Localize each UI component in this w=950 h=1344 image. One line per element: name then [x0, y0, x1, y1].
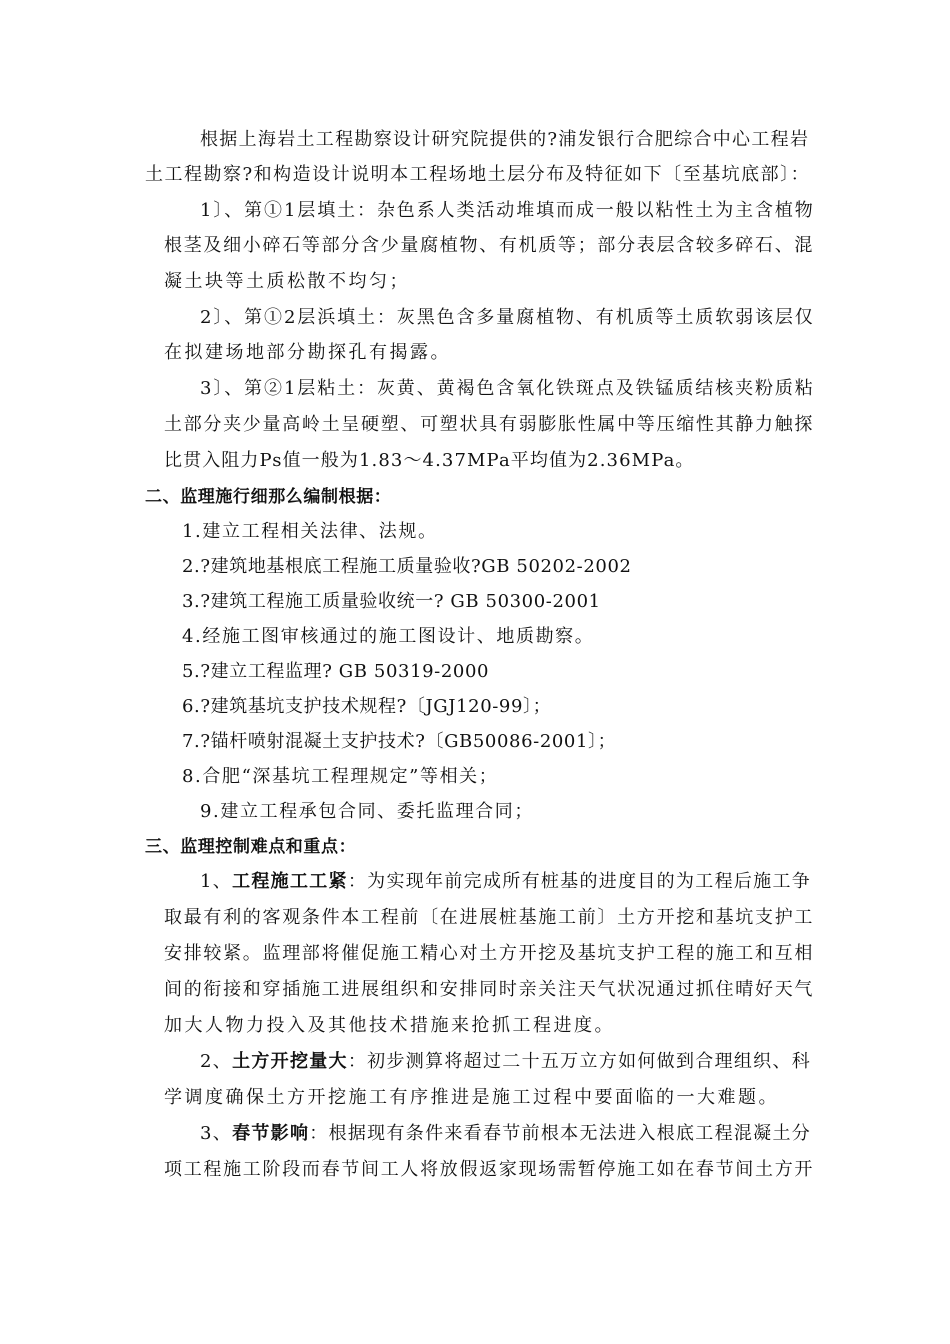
section-heading: 二、监理施行细那么编制根据：	[145, 487, 392, 507]
key-point-title: 土方开挖量大	[232, 1051, 348, 1072]
key-point-2-line	[200, 1050, 811, 1074]
key-point-1-line	[200, 870, 811, 894]
key-point-3-line	[200, 1122, 811, 1146]
soil-layer-2-line: 在拟建场地部分勘探孔有揭露。	[164, 342, 451, 363]
intro-line: 土工程勘察?和构造设计说明本工程场地土层分布及特征如下〔至基坑底部〕：	[145, 164, 811, 185]
basis-list-item: 9.建立工程承包合同、委托监理合同；	[200, 801, 534, 822]
key-point-number: 1、	[200, 871, 233, 892]
key-point-number: 2、	[200, 1051, 233, 1072]
soil-layer-3-line: 土部分夹少量高岭土呈硬塑、可塑状具有弱膨胀性属中等压缩性其静力触探	[164, 414, 815, 435]
soil-layer-1-line: 1〕、第①1层填土：杂色系人类活动堆填而成一般以粘性土为主含植物	[200, 200, 815, 221]
basis-list-item: 5.?建立工程监理? GB 50319-2000	[182, 661, 490, 682]
key-point-number: 3、	[200, 1123, 233, 1144]
soil-layer-1-line: 根茎及细小碎石等部分含少量腐植物、有机质等；部分表层含较多碎石、混	[164, 235, 815, 256]
soil-layer-1-line: 凝土块等土质松散不均匀；	[164, 271, 410, 292]
basis-list-item: 8.合肥“深基坑工程理规定”等相关；	[182, 766, 499, 787]
key-point-1-line: 安排较紧。监理部将催促施工精心对土方开挖及基坑支护工程的施工和互相	[164, 943, 815, 964]
basis-list-item: 1.建立工程相关法律、法规。	[182, 521, 438, 542]
key-point-text: ：根据现有条件来看春节前根本无法进入根底工程混凝土分	[309, 1123, 812, 1144]
section-heading: 三、监理控制难点和重点：	[145, 837, 357, 857]
key-point-1-line: 取最有利的客观条件本工程前〔在进展桩基施工前〕土方开挖和基坑支护工	[164, 907, 815, 928]
key-point-text: ：初步测算将超过二十五万立方如何做到合理组织、科	[347, 1051, 812, 1072]
soil-layer-3-line: 比贯入阻力Ps值一般为1.83～4.37MPa平均值为2.36MPa。	[164, 450, 695, 471]
basis-list-item: 4.经施工图审核通过的施工图设计、地质勘察。	[182, 626, 595, 647]
basis-list-item: 3.?建筑工程施工质量验收统一? GB 50300-2001	[182, 591, 601, 612]
basis-list-item: 7.?锚杆喷射混凝土支护技术?〔GB50086-2001〕；	[182, 731, 617, 752]
basis-list-item: 2.?建筑地基根底工程施工质量验收?GB 50202-2002	[182, 556, 632, 577]
intro-line: 根据上海岩土工程勘察设计研究院提供的?浦发银行合肥综合中心工程岩	[200, 129, 810, 150]
key-point-title: 春节影响	[232, 1123, 310, 1144]
key-point-3-line: 项工程施工阶段而春节间工人将放假返家现场需暂停施工如在春节间土方开	[164, 1159, 815, 1180]
soil-layer-2-line: 2〕、第①2层浜填土：灰黑色含多量腐植物、有机质等土质软弱该层仅	[200, 307, 815, 328]
key-point-title: 工程施工工紧	[232, 871, 348, 892]
basis-list-item: 6.?建筑基坑支护技术规程?〔JGJ120-99〕；	[182, 696, 552, 717]
key-point-1-line: 间的衔接和穿插施工进展组织和安排同时亲关注天气状况通过抓住晴好天气	[164, 979, 815, 1000]
key-point-text: ：为实现年前完成所有桩基的进度目的为工程后施工争	[347, 871, 812, 892]
soil-layer-3-line: 3〕、第②1层粘土：灰黄、黄褐色含氧化铁斑点及铁锰质结核夹粉质粘	[200, 378, 815, 399]
key-point-1-line: 加大人物力投入及其他技术措施来抢抓工程进度。	[164, 1015, 615, 1036]
key-point-2-line: 学调度确保土方开挖施工有序推进是施工过程中要面临的一大难题。	[164, 1087, 779, 1108]
